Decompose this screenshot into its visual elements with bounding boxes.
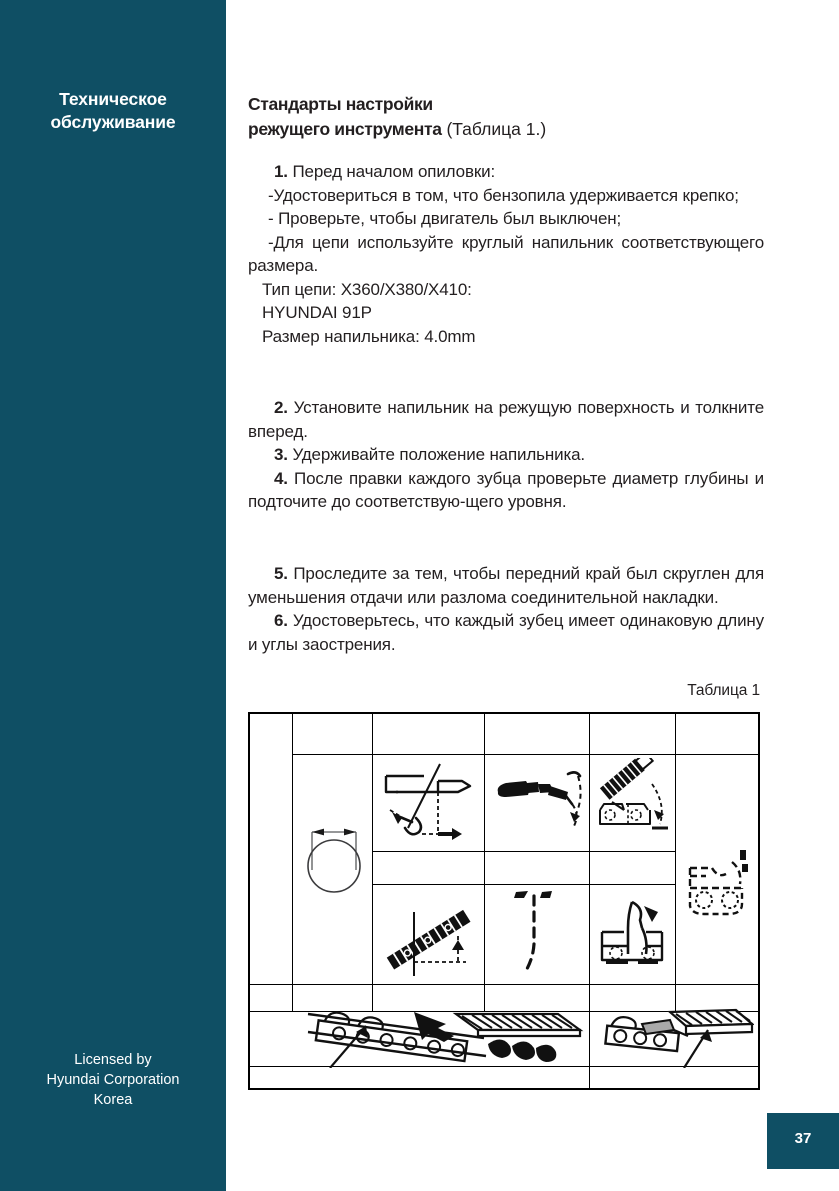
depth-gauge-diagram	[594, 758, 674, 848]
table-bottom-divider-3	[484, 984, 485, 1011]
list-item-3	[248, 443, 764, 467]
page-content	[248, 0, 764, 1191]
license-line-1: Licensed by	[74, 1052, 152, 1068]
cutting-tool-settings-table	[248, 712, 760, 1090]
page-title	[248, 92, 764, 142]
list-item-2-text: Установите напильник на режущую поверхность и толкните вперед.	[248, 398, 764, 441]
list-item-6-number: 6.	[274, 611, 288, 631]
list-item-6-text: Удостоверьтесь, что каждый зубец имеет одинаковую длину и углы заострения.	[248, 611, 764, 654]
cutter-profile-diagram	[598, 898, 674, 980]
list-item-6	[248, 609, 764, 656]
list-item-1	[248, 160, 764, 184]
list-item-2-number: 2.	[274, 398, 288, 417]
list-item-4-text: После правки каждого зубца проверьте диаметр глубины и подточите до соответствую-щего уровня.	[248, 468, 764, 512]
table-bottom-divider-5	[675, 984, 676, 1011]
list-item-4	[248, 467, 764, 514]
section-title-line-2: обслуживание	[50, 112, 176, 133]
spec-file-size: Размер напильника: 4.0mm	[262, 326, 476, 346]
table-bottom-divider-1	[292, 984, 293, 1011]
list-item-4-number: 4.	[274, 468, 288, 488]
chain-link-side-diagram	[684, 844, 754, 924]
section-title	[0, 88, 226, 134]
page-number: 37	[794, 1130, 812, 1147]
list-item-5	[248, 562, 764, 609]
spec-chain-type: Тип цепи: X360/X380/X410:	[262, 279, 472, 299]
list-item-1-number: 1.	[274, 162, 288, 181]
license-notice	[0, 1050, 226, 1110]
list-item-1-text: Перед началом опиловки:	[287, 162, 496, 181]
list-item-5-number: 5.	[274, 564, 288, 583]
bullet-item-3: -Для цепи используйте круглый напильник соответствующего размера.	[248, 232, 764, 276]
chain-file-round-diagram	[596, 1008, 754, 1068]
instructions-block-2	[248, 396, 764, 514]
section-title-line-1: Техническое	[59, 89, 167, 109]
license-line-3: Korea	[93, 1092, 133, 1108]
bullet-item-2: - Проверьте, чтобы двигатель был выключен;	[268, 209, 622, 229]
page-title-line-2	[248, 117, 764, 142]
instructions-block-1	[248, 160, 764, 348]
page-number-badge	[767, 1113, 839, 1169]
vertical-angle-diagram	[498, 886, 582, 980]
license-line-2: Hyundai Corporation	[46, 1072, 180, 1088]
bullet-item-1: -Удостовериться в том, что бензопила удерживается крепко;	[268, 185, 739, 205]
left-sidebar	[0, 0, 226, 1191]
instructions-block-3	[248, 562, 764, 656]
table-row-divider-2	[372, 851, 675, 852]
table-row-divider-4	[250, 984, 758, 985]
table-row-divider-3	[372, 884, 675, 885]
spec-chain-model: HYUNDAI 91P	[262, 303, 372, 323]
chain-angle-diagram	[378, 892, 486, 980]
table-bottom-divider-4	[589, 984, 590, 1088]
file-diameter-diagram	[298, 814, 370, 904]
list-item-5-text: Проследите за тем, чтобы передний край был скруглен для уменьшения отдачи или разлома соединительной накладки.	[248, 564, 764, 607]
chain-file-push-diagram	[296, 1010, 586, 1068]
table-bottom-divider-2	[372, 984, 373, 1011]
list-item-2	[248, 396, 764, 443]
file-holder-diagram	[494, 766, 586, 844]
page-title-table-ref: (Таблица 1.)	[441, 118, 547, 139]
file-angle-top-diagram	[378, 762, 478, 846]
list-item-3-number: 3.	[274, 445, 288, 465]
list-item-3-text: Удерживайте положение напильника.	[287, 445, 585, 465]
page-title-bold: режущего инструмента	[248, 118, 442, 139]
table-caption: Таблица 1	[687, 682, 760, 699]
page-title-line-1: Стандарты настройки	[248, 94, 433, 114]
table-row-divider-1	[292, 754, 758, 755]
